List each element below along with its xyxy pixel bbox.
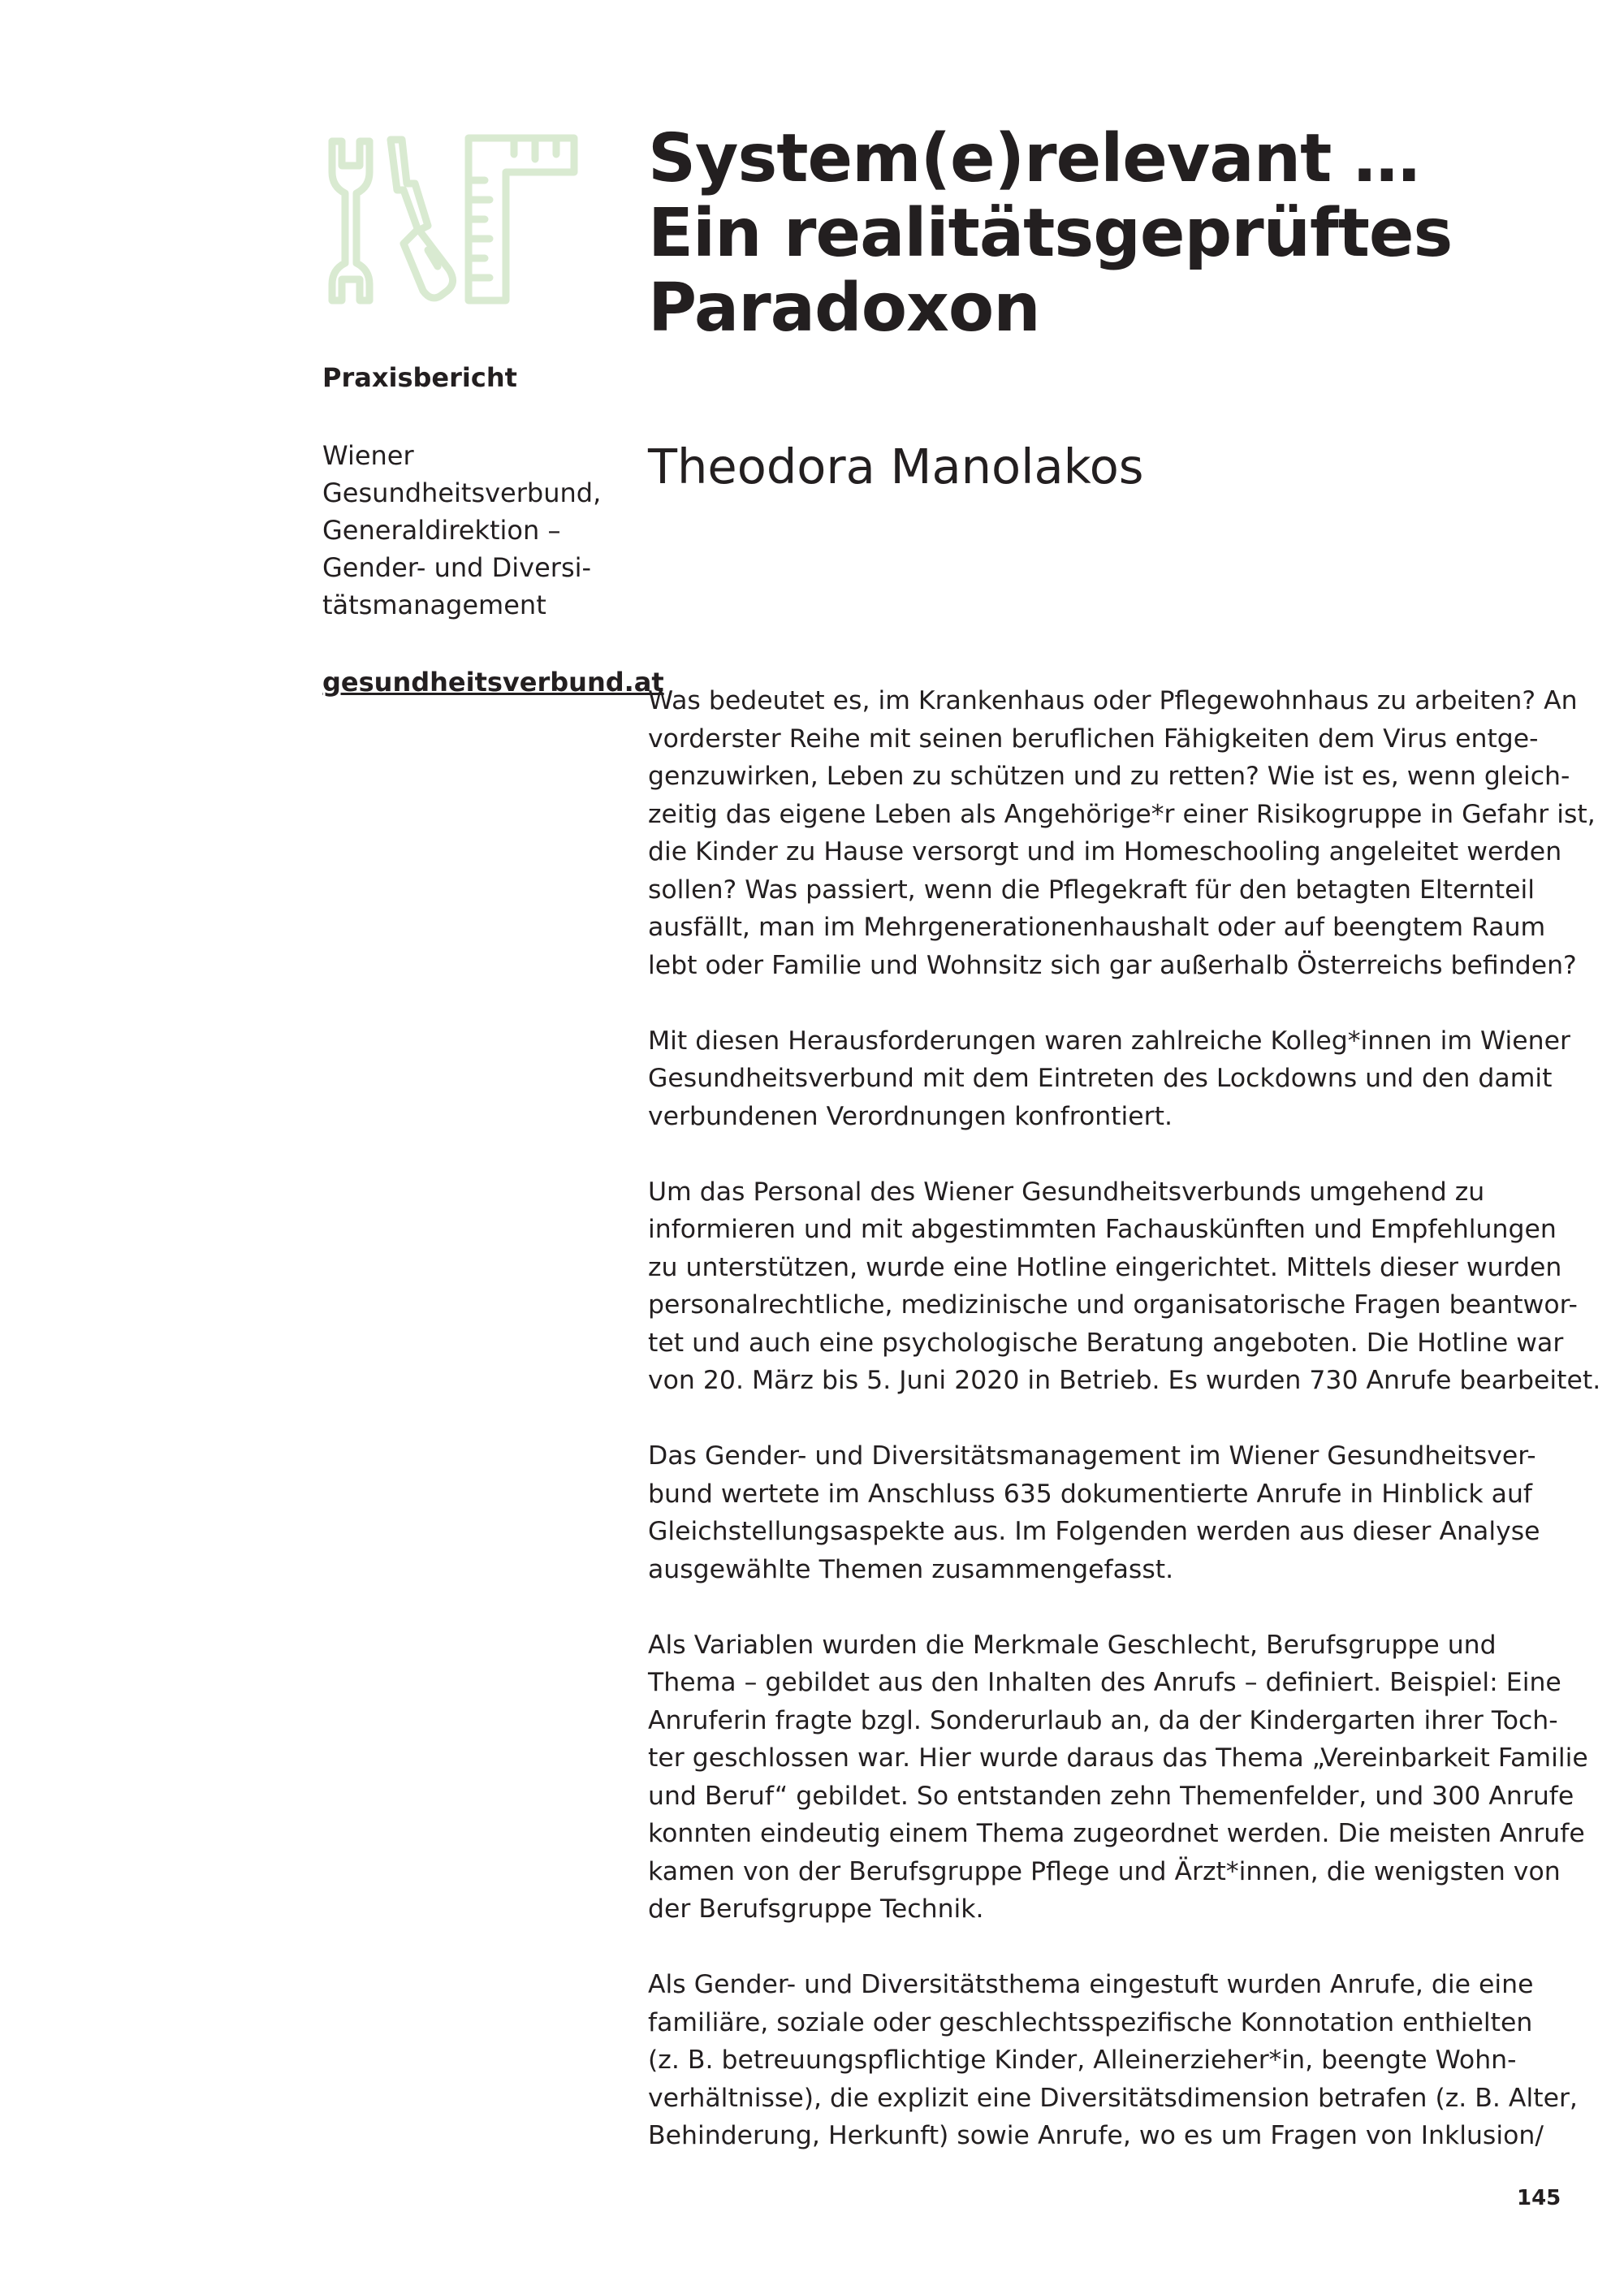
body-line: verbundenen Verordnungen konfrontiert.: [648, 1101, 1173, 1131]
body-line: (z. B. betreuungspflichtige Kinder, Alleinerzieher*in, beengte Wohn-: [648, 2046, 1517, 2075]
body-line: personalrechtliche, medizinische und organisatorische Fragen beantwor-: [648, 1290, 1578, 1320]
body-line: tet und auch eine psychologische Beratung angeboten. Die Hotline war: [648, 1328, 1564, 1358]
body-line: ausfällt, man im Mehrgenerationenhaushalt oder auf beengtem Raum: [648, 913, 1546, 942]
title-line: Paradoxon: [648, 270, 1040, 347]
affiliation-line: Gesundheitsverbund,: [322, 477, 602, 508]
body-paragraph: [648, 1966, 1578, 2155]
body-line: kamen von der Berufsgruppe Pflege und Ärzt*innen, die wenigsten von: [648, 1856, 1561, 1886]
body-line: Was bedeutet es, im Krankenhaus oder Pflegewohnhaus zu arbeiten? An: [648, 686, 1578, 715]
article-body: [648, 682, 1601, 2192]
body-line: bund wertete im Anschluss 635 dokumentierte Anrufe in Hinblick auf: [648, 1479, 1533, 1509]
body-line: Als Variablen wurden die Merkmale Geschlecht, Berufsgruppe und: [648, 1630, 1497, 1660]
body-line: Um das Personal des Wiener Gesundheitsverbunds umgehend zu: [648, 1177, 1485, 1207]
body-line: Thema – gebildet aus den Inhalten des Anrufs – definiert. Beispiel: Eine: [648, 1668, 1561, 1697]
affiliation-line: Wiener: [322, 440, 414, 471]
body-line: Gesundheitsverbund mit dem Eintreten des Lockdowns und den damit: [648, 1064, 1553, 1093]
body-paragraph: [648, 682, 1596, 984]
body-line: familiäre, soziale oder geschlechtsspezifische Konnotation enthielten: [648, 2007, 1533, 2037]
sidebar: [322, 130, 664, 698]
body-line: ausgewählte Themen zusammengefasst.: [648, 1554, 1174, 1584]
body-line: verhältnisse), die explizit eine Diversitätsdimension betrafen (z. B. Alter,: [648, 2083, 1578, 2113]
body-line: lebt oder Familie und Wohnsitz sich gar außerhalb Österreichs befinden?: [648, 950, 1577, 980]
author-name: Theodora Manolakos: [648, 438, 1144, 495]
body-line: genzuwirken, Leben zu schützen und zu retten? Wie ist es, wenn gleich-: [648, 762, 1570, 791]
body-paragraph: [648, 1173, 1601, 1400]
body-line: der Berufsgruppe Technik.: [648, 1894, 984, 1924]
body-line: und Beruf“ gebildet. So entstanden zehn Themenfelder, und 300 Anrufe: [648, 1781, 1574, 1811]
website-link[interactable]: gesundheitsverbund.at: [322, 667, 664, 698]
body-line: die Kinder zu Hause versorgt und im Homeschooling angeleitet werden: [648, 837, 1562, 866]
body-line: Das Gender- und Diversitätsmanagement im Wiener Gesundheitsver-: [648, 1441, 1536, 1471]
body-line: Als Gender- und Diversitätsthema eingestuft wurden Anrufe, die eine: [648, 1970, 1534, 1999]
body-line: vorderster Reihe mit seinen beruflichen Fähigkeiten dem Virus entge-: [648, 724, 1539, 754]
article-title: [648, 122, 1574, 346]
title-line: Ein realitätsgeprüftes: [648, 195, 1453, 272]
body-paragraph: [648, 1627, 1588, 1929]
body-line: informieren und mit abgestimmten Fachauskünften und Empfehlungen: [648, 1215, 1557, 1244]
author-affiliation: [322, 437, 639, 624]
body-line: sollen? Was passiert, wenn die Pflegekraft für den betagten Elternteil: [648, 875, 1535, 905]
affiliation-line: tätsmanagement: [322, 590, 546, 620]
body-line: Behinderung, Herkunft) sowie Anrufe, wo es um Fragen von Inklusion/: [648, 2121, 1544, 2150]
tools-icon: [322, 130, 582, 307]
article: [648, 120, 1601, 2150]
body-line: Anruferin fragte bzgl. Sonderurlaub an, da der Kindergarten ihrer Toch-: [648, 1705, 1558, 1735]
section-label: Praxisbericht: [322, 362, 517, 393]
body-paragraph: [648, 1022, 1574, 1136]
body-line: zeitig das eigene Leben als Angehörige*r einer Risikogruppe in Gefahr ist,: [648, 799, 1596, 829]
affiliation-line: Generaldirektion –: [322, 515, 561, 546]
body-line: ter geschlossen war. Hier wurde daraus das Thema „Vereinbarkeit Familie: [648, 1743, 1588, 1773]
body-line: konnten eindeutig einem Thema zugeordnet werden. Die meisten Anrufe: [648, 1819, 1585, 1848]
page-number: 145: [1517, 2186, 1561, 2210]
body-line: Gleichstellungsaspekte aus. Im Folgenden werden aus dieser Analyse: [648, 1517, 1540, 1546]
affiliation-line: Gender- und Diversi-: [322, 552, 592, 583]
body-line: Mit diesen Herausforderungen waren zahlreiche Kolleg*innen im Wiener: [648, 1026, 1570, 1056]
body-line: zu unterstützen, wurde eine Hotline eingerichtet. Mittels dieser wurden: [648, 1252, 1562, 1282]
body-line: von 20. März bis 5. Juni 2020 in Betrieb. Es wurden 730 Anrufe bearbeitet.: [648, 1366, 1601, 1395]
title-line: System(e)relevant …: [648, 120, 1419, 197]
body-paragraph: [648, 1437, 1574, 1588]
